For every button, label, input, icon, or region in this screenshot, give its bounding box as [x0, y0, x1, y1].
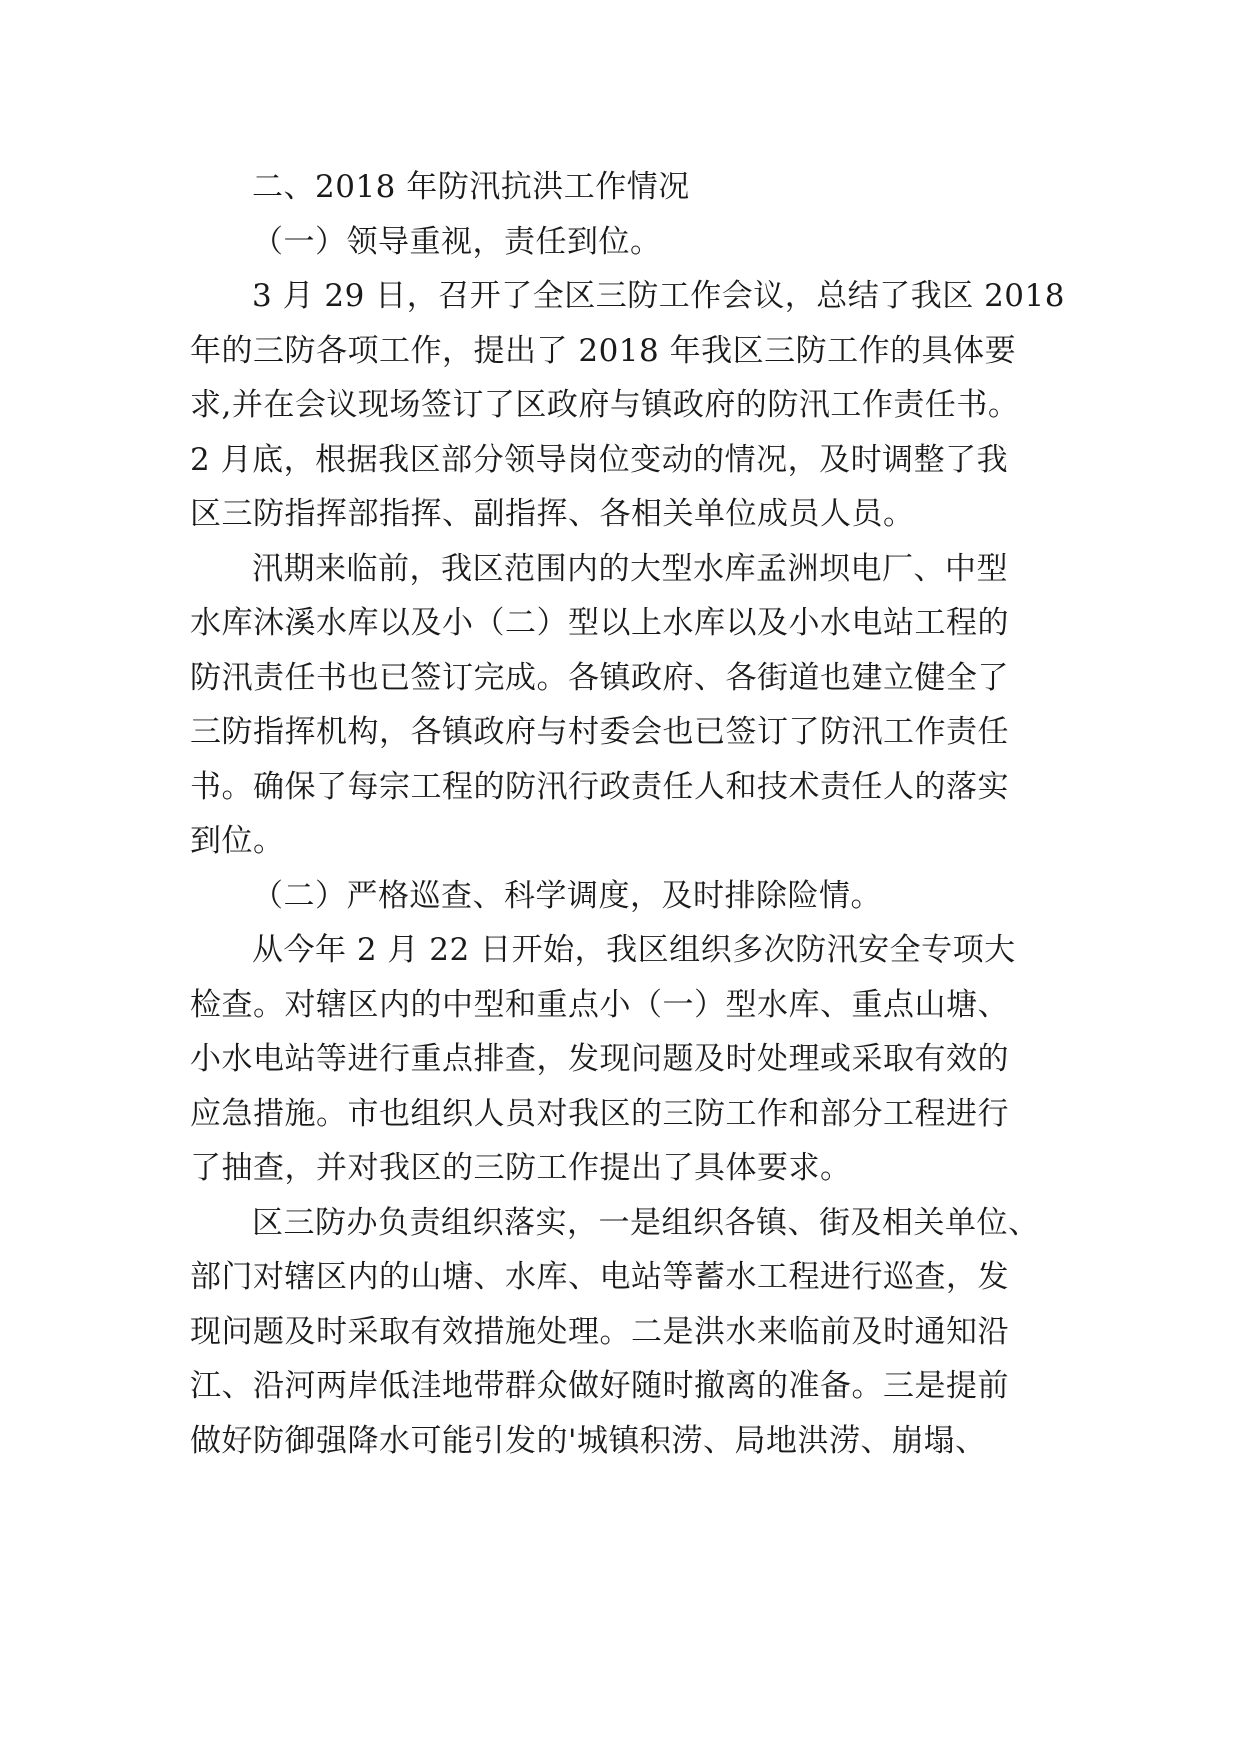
paragraph-line: 应急措施。市也组织人员对我区的三防工作和部分工程进行 — [190, 1095, 1009, 1132]
paragraph-line: 2 月底，根据我区部分领导岗位变动的情况，及时调整了我 — [190, 441, 1009, 478]
paragraph-line: 检查。对辖区内的中型和重点小（一）型水库、重点山塘、 — [190, 986, 1009, 1023]
section-heading: 二、2018 年防汛抗洪工作情况 — [252, 169, 690, 205]
subsection-heading: （一）领导重视，责任到位。 — [252, 223, 662, 260]
paragraph-line: 江、沿河两岸低洼地带群众做好随时撤离的准备。三是提前 — [190, 1368, 1009, 1404]
paragraph-line: 到位。 — [190, 823, 285, 859]
paragraph-line: 三防指挥机构，各镇政府与村委会也已签订了防汛工作责任 — [190, 714, 1009, 750]
paragraph-line: 年的三防各项工作，提出了 2018 年我区三防工作的具体要 — [190, 332, 1017, 369]
document-body — [190, 160, 1070, 1468]
paragraph-line: 书。确保了每宗工程的防汛行政责任人和技术责任人的落实 — [190, 768, 1009, 805]
paragraph-line: 区三防办负责组织落实，一是组织各镇、街及相关单位、 — [252, 1204, 1040, 1241]
paragraph-line: 求,并在会议现场签订了区政府与镇政府的防汛工作责任书。 — [190, 387, 1020, 423]
paragraph-line: 从今年 2 月 22 日开始，我区组织多次防汛安全专项大 — [252, 932, 1016, 968]
paragraph-line: 了抽查，并对我区的三防工作提出了具体要求。 — [190, 1150, 852, 1186]
subsection-heading: （二）严格巡查、科学调度，及时排除险情。 — [252, 877, 882, 914]
paragraph-line: 做好防御强降水可能引发的'城镇积涝、局地洪涝、崩塌、 — [190, 1422, 987, 1459]
paragraph-line: 3 月 29 日，召开了全区三防工作会议，总结了我区 2018 — [252, 278, 1065, 314]
paragraph-line: 防汛责任书也已签订完成。各镇政府、各街道也建立健全了 — [190, 659, 1009, 696]
paragraph-line: 水库沐溪水库以及小（二）型以上水库以及小水电站工程的 — [190, 605, 1009, 641]
paragraph-line: 部门对辖区内的山塘、水库、电站等蓄水工程进行巡查，发 — [190, 1259, 1009, 1295]
paragraph-line: 区三防指挥部指挥、副指挥、各相关单位成员人员。 — [190, 496, 915, 532]
paragraph-line: 汛期来临前，我区范围内的大型水库孟洲坝电厂、中型 — [252, 550, 1008, 587]
paragraph-line: 现问题及时采取有效措施处理。二是洪水来临前及时通知沿 — [190, 1313, 1009, 1350]
paragraph-line: 小水电站等进行重点排查，发现问题及时处理或采取有效的 — [190, 1041, 1009, 1077]
